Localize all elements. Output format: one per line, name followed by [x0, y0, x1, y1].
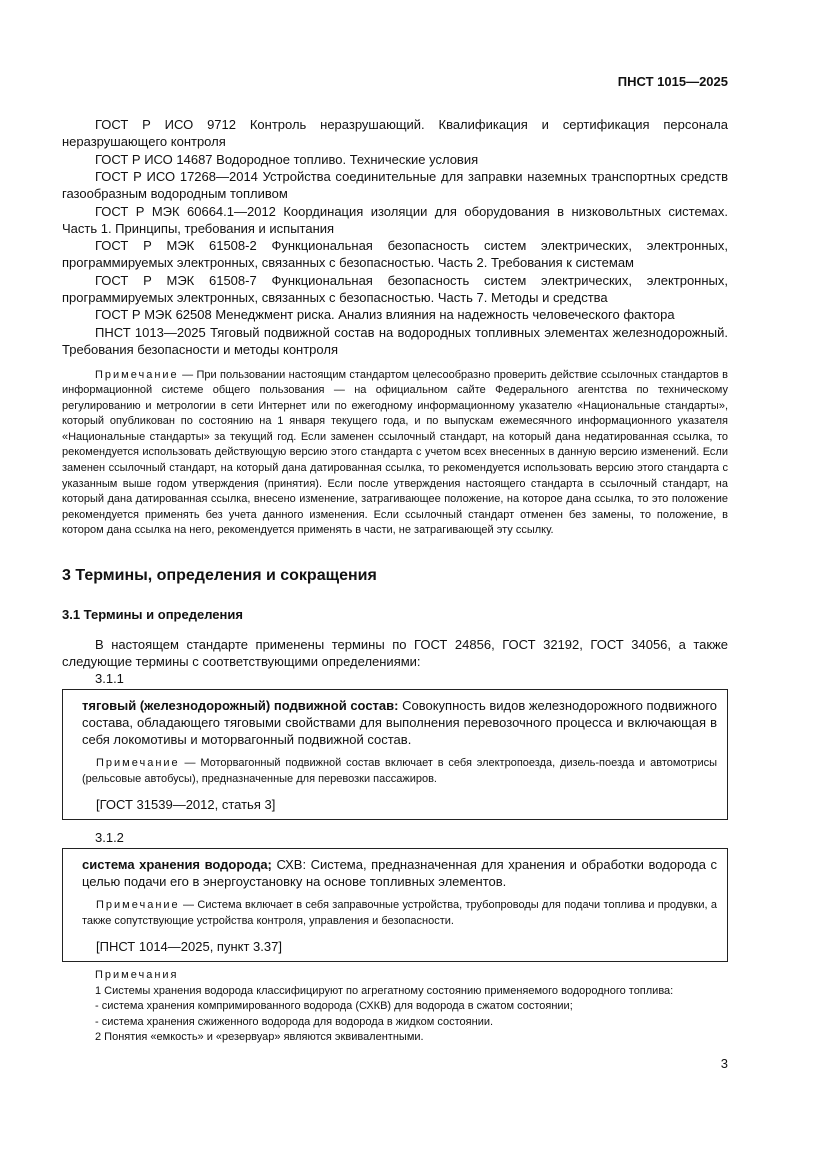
reference-item: ГОСТ Р МЭК 61508-7 Функциональная безопасность систем электрических, электронных, программируемых электронных, связанных с безопасностью. Часть 7. Методы и средства	[62, 272, 728, 305]
section-title: 3 Термины, определения и сокращения	[62, 567, 377, 585]
term-source: [ГОСТ 31539—2012, статья 3]	[96, 797, 276, 813]
term-number: 3.1.2	[95, 830, 124, 846]
term-number: 3.1.1	[95, 671, 124, 687]
term-definition	[82, 856, 717, 890]
term-note	[82, 898, 717, 929]
section-intro: В настоящем стандарте применены термины по ГОСТ 24856, ГОСТ 32192, ГОСТ 34056, а также следующие термины с соответствующими определениями:	[62, 637, 728, 670]
term-definition-text: СХВ: Система, предназначенная для хранения и обработки водорода с целью подачи его в энергоустановку на основе топливных элементов.	[82, 857, 718, 890]
page-content	[62, 116, 728, 1045]
reference-item: ГОСТ Р ИСО 14687 Водородное топливо. Технические условия	[95, 151, 479, 167]
note-label: Примечание	[96, 899, 180, 912]
term-box	[62, 848, 728, 962]
reference-item: ГОСТ Р ИСО 9712 Контроль неразрушающий. Квалификация и сертификация персонала неразрушающего контроля	[62, 117, 728, 149]
notes-block	[62, 968, 728, 1045]
references-list	[62, 116, 728, 358]
note-label: Примечание	[96, 757, 180, 770]
reference-note	[62, 368, 728, 540]
reference-item: ПНСТ 1013—2025 Тяговый подвижной состав на водородных топливных элементах железнодорожный. Требования безопасности и методы контроля	[62, 324, 728, 357]
notes-dash-item: - система хранения сжиженного водорода для водорода в жидком состоянии.	[95, 1015, 494, 1028]
notes-dash-item: - система хранения компримированного водорода (СХКВ) для водорода в сжатом состоянии;	[95, 1000, 573, 1013]
note-text: — Моторвагонный подвижной состав включает в себя электропоезда, дизель-поезда и автомотрисы (рельсовые автобусы), предназначенные для перевозки пассажиров.	[82, 757, 718, 785]
term-definition-text: Совокупность видов железнодорожного подвижного состава, обладающего тяговыми свойствами для выполнения перевозочного процесса и включающая в себя локомотивы и моторвагонный подвижной состав.	[82, 698, 718, 748]
subsection-title: 3.1 Термины и определения	[62, 607, 243, 623]
term-note	[82, 756, 717, 787]
notes-item: 2 Понятия «емкость» и «резервуар» являются эквивалентными.	[95, 1031, 424, 1044]
page-number: 3	[720, 1056, 728, 1071]
term-name: тяговый (железнодорожный) подвижной состав:	[82, 698, 399, 714]
term-definition	[82, 697, 717, 748]
reference-item: ГОСТ Р ИСО 17268—2014 Устройства соединительные для заправки наземных транспортных средств газообразным водородным топливом	[62, 169, 728, 201]
term-source: [ПНСТ 1014—2025, пункт 3.37]	[96, 939, 282, 955]
reference-item: ГОСТ Р МЭК 61508-2 Функциональная безопасность систем электрических, электронных, программируемых электронных, связанных с безопасностью. Часть 2. Требования к системам	[62, 238, 728, 270]
header-code: ПНСТ 1015—2025	[617, 74, 728, 89]
reference-item: ГОСТ Р МЭК 62508 Менеджмент риска. Анализ влияния на надежность человеческого фактора	[95, 307, 675, 322]
note-text: — Система включает в себя заправочные устройства, трубопроводы для подачи топлива и продувки, а также сопутствующие устройства контроля, управления и безопасности.	[82, 899, 717, 927]
notes-item: 1 Системы хранения водорода классифицируют по агрегатному состоянию применяемого водородного топлива:	[95, 984, 674, 997]
reference-item: ГОСТ Р МЭК 60664.1—2012 Координация изоляции для оборудования в низковольтных системах. Часть 1. Принципы, требования и испытания	[62, 203, 728, 236]
term-name: система хранения водорода;	[82, 857, 272, 873]
note-text: — При пользовании настоящим стандартом целесообразно проверить действие ссылочных стандартов в информационной системе общего пользования — на официальном сайте Федерального агентства по техническому регулированию и метрологии в сети Интернет или по ежегодному информационному указателю «Национальные стандарты», который опубликован по состоянию на 1 января текущего года, и по выпускам ежемесячного информационного указателя «Национальные стандарты» за текущий год. Если заменен ссылочный стандарт, на который дана недатированная ссылка, то рекомендуется использовать действующую версию этого стандарта с учетом всех внесенных в данную версию изменений. Если заменен ссылочный стандарт, на который дана датированная ссылка, то рекомендуется использовать версию этого стандарта с указанным выше годом утверждения (принятия). Если после утверждения настоящего стандарта в ссылочный стандарт, на который дана датированная ссылка, внесено изменение, затрагивающее положение, на которое дана ссылка, то это положение рекомендуется применять без учета данного изменения. Если ссылочный стандарт отменен без замены, то положение, в котором дана ссылка на него, рекомендуется применять в части, не затрагивающей эту ссылку.	[62, 368, 728, 537]
notes-title: Примечания	[95, 969, 179, 982]
term-box	[62, 689, 728, 820]
note-label: Примечание	[95, 368, 179, 381]
